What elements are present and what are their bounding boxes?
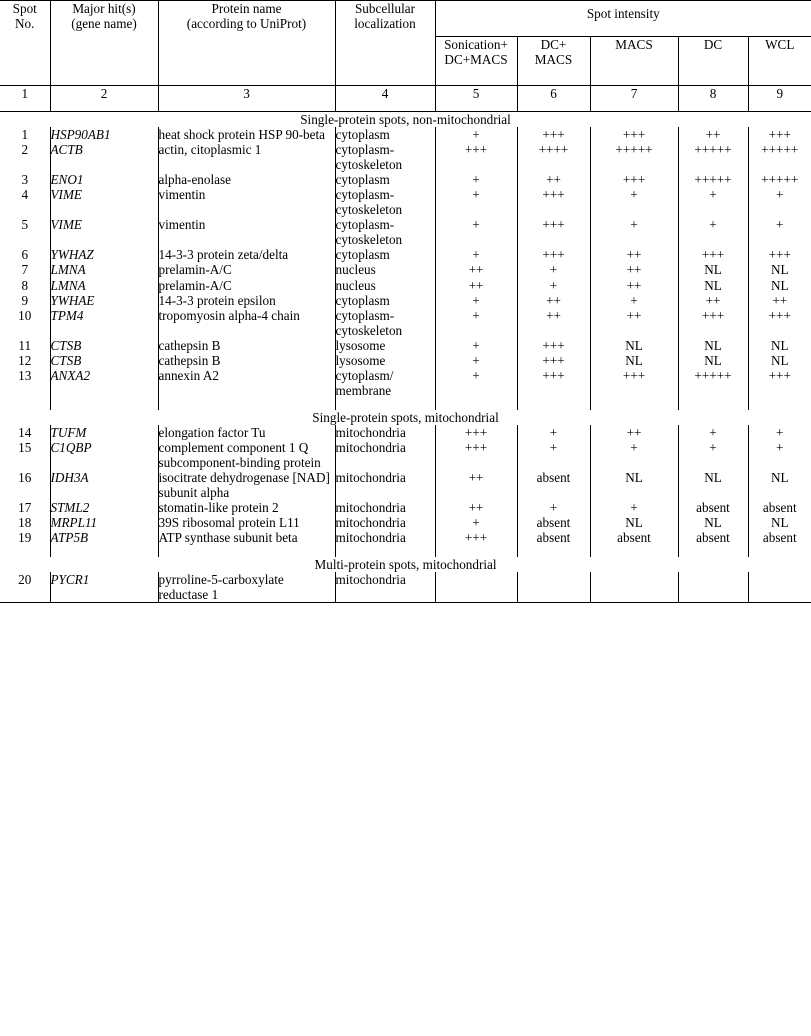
cell-spot-no: 10 bbox=[18, 307, 32, 323]
cell-intensity-sonication-dc-macs: + bbox=[435, 515, 517, 530]
cell-intensity-sonication-dc-macs: +++ bbox=[435, 425, 517, 440]
rule-stub bbox=[748, 545, 811, 557]
cell-subcellular-localization: cytoplasm/ membrane bbox=[335, 368, 435, 398]
cell-subcellular-localization: mitochondria bbox=[335, 470, 435, 500]
cell-spot-no: 15 bbox=[18, 439, 32, 455]
cell-intensity-sonication-dc-macs: + bbox=[435, 247, 517, 262]
cell-intensity-wcl: +++ bbox=[748, 127, 811, 142]
cell-intensity-wcl: +++++ bbox=[748, 142, 811, 172]
cell-subcellular-localization: mitochondria bbox=[335, 440, 435, 470]
table-row bbox=[0, 142, 811, 172]
cell-protein-name: actin, citoplasmic 1 bbox=[158, 142, 335, 172]
cell-intensity-dc-macs: +++ bbox=[517, 247, 590, 262]
cell-intensity-dc: NL bbox=[678, 515, 748, 530]
cell-spot-no: 6 bbox=[21, 247, 29, 263]
header-int-wcl: WCL bbox=[748, 37, 811, 86]
cell-intensity-dc-macs: +++ bbox=[517, 217, 590, 247]
header-spot-no bbox=[0, 1, 50, 86]
cell-spot-no: 20 bbox=[0, 572, 50, 603]
cell-subcellular-localization: mitochondria bbox=[335, 425, 435, 440]
table-row bbox=[0, 278, 811, 293]
cell-intensity-dc-macs: +++ bbox=[517, 338, 590, 353]
cell-intensity-dc: ++ bbox=[678, 293, 748, 308]
cell-intensity-macs: + bbox=[590, 500, 678, 515]
rule-stub bbox=[435, 545, 517, 557]
header-protein-name-line1: Protein name bbox=[211, 1, 282, 16]
cell-intensity-sonication-dc-macs: + bbox=[435, 187, 517, 217]
cell-intensity-wcl: + bbox=[748, 425, 811, 440]
cell-gene-name: ATP5B bbox=[50, 530, 158, 545]
cell-intensity-macs: + bbox=[590, 293, 678, 308]
section-title: Single-protein spots, mitochondrial bbox=[312, 409, 499, 425]
cell-subcellular-localization: cytoplasm bbox=[335, 293, 435, 308]
cell-protein-name: elongation factor Tu bbox=[158, 425, 335, 440]
cell-intensity-wcl: + bbox=[748, 187, 811, 217]
header-major-hits-line1: Major hit(s) bbox=[72, 1, 136, 16]
cell-intensity-macs: +++ bbox=[590, 127, 678, 142]
table-row bbox=[0, 172, 811, 187]
cell-intensity-dc-macs bbox=[517, 572, 590, 603]
table-body bbox=[0, 112, 811, 603]
cell-subcellular-localization: mitochondria bbox=[335, 515, 435, 530]
table-header bbox=[0, 1, 811, 112]
table-row bbox=[0, 470, 811, 500]
table-row bbox=[0, 293, 811, 308]
header-int2-line1: DC+ bbox=[540, 37, 567, 52]
cell-intensity-sonication-dc-macs bbox=[435, 572, 517, 603]
cell-intensity-dc-macs: absent bbox=[517, 530, 590, 545]
cell-intensity-wcl: NL bbox=[748, 262, 811, 277]
header-int-sonication-dc-macs bbox=[435, 37, 517, 86]
cell-intensity-sonication-dc-macs: +++ bbox=[435, 142, 517, 172]
cell-intensity-dc: +++++ bbox=[678, 142, 748, 172]
section-title: Single-protein spots, non-mitochondrial bbox=[300, 112, 511, 127]
cell-subcellular-localization: lysosome bbox=[335, 353, 435, 368]
cell-intensity-dc: ++ bbox=[678, 127, 748, 142]
rule-stub bbox=[335, 545, 435, 557]
cell-intensity-sonication-dc-macs: +++ bbox=[435, 440, 517, 470]
header-spot-intensity-group: Spot intensity bbox=[435, 1, 811, 37]
rule-stub bbox=[590, 545, 678, 557]
cell-intensity-dc: + bbox=[678, 440, 748, 470]
cell-subcellular-localization: cytoplasm-cytoskeleton bbox=[335, 308, 435, 338]
cell-intensity-sonication-dc-macs: + bbox=[435, 293, 517, 308]
header-int1-line1: Sonication+ bbox=[444, 37, 508, 52]
colnum-1: 1 bbox=[0, 86, 50, 112]
header-major-hits-line2: (gene name) bbox=[71, 16, 137, 32]
rule-stub bbox=[517, 545, 590, 557]
cell-spot-no: 7 bbox=[21, 262, 29, 278]
header-protein-name bbox=[158, 1, 335, 86]
rule-stub bbox=[0, 398, 50, 410]
table-row bbox=[0, 425, 811, 440]
cell-intensity-sonication-dc-macs: +++ bbox=[435, 530, 517, 545]
cell-gene-name: TPM4 bbox=[50, 308, 158, 338]
cell-intensity-dc-macs: + bbox=[517, 500, 590, 515]
cell-intensity-wcl: +++ bbox=[748, 368, 811, 398]
cell-protein-name: isocitrate dehydrogenase [NAD] subunit alpha bbox=[158, 470, 335, 500]
colnum-3: 3 bbox=[158, 86, 335, 112]
cell-intensity-macs: + bbox=[590, 440, 678, 470]
cell-intensity-wcl: +++++ bbox=[748, 172, 811, 187]
cell-intensity-wcl: ++ bbox=[748, 293, 811, 308]
colnum-6: 6 bbox=[517, 86, 590, 112]
section-header-row bbox=[0, 410, 811, 425]
cell-gene-name: ACTB bbox=[50, 142, 158, 172]
cell-protein-name: heat shock protein HSP 90-beta bbox=[158, 127, 335, 142]
cell-protein-name: 14-3-3 protein zeta/delta bbox=[158, 247, 335, 262]
cell-intensity-dc-macs: + bbox=[517, 278, 590, 293]
rule-stub bbox=[50, 398, 158, 410]
table-row bbox=[0, 515, 811, 530]
cell-intensity-dc: NL bbox=[678, 470, 748, 500]
cell-protein-name: ATP synthase subunit beta bbox=[158, 530, 335, 545]
cell-intensity-macs: NL bbox=[590, 338, 678, 353]
cell-spot-no: 4 bbox=[21, 187, 29, 203]
cell-spot-no: 11 bbox=[18, 337, 32, 353]
cell-subcellular-localization: cytoplasm bbox=[335, 127, 435, 142]
cell-intensity-macs: ++ bbox=[590, 262, 678, 277]
cell-intensity-dc-macs: + bbox=[517, 425, 590, 440]
table-row bbox=[0, 262, 811, 277]
cell-spot-no: 9 bbox=[21, 292, 29, 308]
table-row bbox=[0, 127, 811, 142]
cell-intensity-macs bbox=[590, 572, 678, 603]
rule-stub bbox=[678, 545, 748, 557]
header-spot-no-line2: No. bbox=[15, 16, 35, 32]
rule-stub bbox=[435, 398, 517, 410]
table-row bbox=[0, 368, 811, 398]
cell-intensity-wcl bbox=[748, 572, 811, 603]
cell-intensity-dc: + bbox=[678, 425, 748, 440]
cell-spot-no: 2 bbox=[21, 142, 29, 158]
header-major-hits bbox=[50, 1, 158, 86]
header-subcellular-line1: Subcellular bbox=[354, 1, 416, 16]
cell-subcellular-localization: mitochondria bbox=[335, 530, 435, 545]
cell-intensity-macs: + bbox=[590, 187, 678, 217]
section-title: Multi-protein spots, mitochondrial bbox=[314, 557, 497, 573]
cell-gene-name: LMNA bbox=[50, 262, 158, 277]
colnum-5: 5 bbox=[435, 86, 517, 112]
cell-spot-no: 13 bbox=[18, 367, 32, 383]
cell-intensity-wcl: NL bbox=[748, 278, 811, 293]
cell-intensity-dc: absent bbox=[678, 500, 748, 515]
cell-subcellular-localization: lysosome bbox=[335, 338, 435, 353]
rule-stub bbox=[517, 398, 590, 410]
cell-intensity-dc-macs: ++ bbox=[517, 172, 590, 187]
rule-stub bbox=[678, 398, 748, 410]
cell-subcellular-localization: mitochondria bbox=[335, 572, 435, 603]
table-row bbox=[0, 353, 811, 368]
cell-gene-name: IDH3A bbox=[50, 470, 158, 500]
cell-intensity-wcl: absent bbox=[748, 500, 811, 515]
cell-intensity-macs: NL bbox=[590, 353, 678, 368]
cell-spot-no: 14 bbox=[18, 424, 32, 440]
cell-intensity-wcl: +++ bbox=[748, 247, 811, 262]
cell-intensity-dc: + bbox=[678, 217, 748, 247]
section-rule-terminator bbox=[0, 545, 811, 557]
cell-gene-name: C1QBP bbox=[50, 440, 158, 470]
cell-intensity-macs: NL bbox=[590, 515, 678, 530]
header-int-dc-macs bbox=[517, 37, 590, 86]
cell-spot-no: 12 bbox=[18, 352, 32, 368]
cell-intensity-dc: NL bbox=[678, 278, 748, 293]
cell-intensity-dc-macs: +++ bbox=[517, 187, 590, 217]
cell-gene-name: STML2 bbox=[50, 500, 158, 515]
cell-intensity-wcl: + bbox=[748, 217, 811, 247]
cell-protein-name: annexin A2 bbox=[158, 368, 335, 398]
cell-spot-no: 16 bbox=[18, 470, 32, 486]
cell-intensity-macs: +++ bbox=[590, 172, 678, 187]
header-int-dc: DC bbox=[678, 37, 748, 86]
cell-intensity-macs: ++ bbox=[590, 247, 678, 262]
table-row bbox=[0, 217, 811, 247]
cell-intensity-sonication-dc-macs: + bbox=[435, 368, 517, 398]
cell-intensity-dc-macs: +++ bbox=[517, 368, 590, 398]
table-row bbox=[0, 187, 811, 217]
table-row bbox=[0, 500, 811, 515]
table-row bbox=[0, 338, 811, 353]
cell-intensity-dc-macs: ++ bbox=[517, 293, 590, 308]
cell-subcellular-localization: nucleus bbox=[335, 262, 435, 277]
cell-protein-name: prelamin-A/C bbox=[158, 262, 335, 277]
header-spot-no-line1: Spot bbox=[12, 1, 37, 16]
cell-intensity-dc: +++++ bbox=[678, 368, 748, 398]
cell-subcellular-localization: mitochondria bbox=[335, 500, 435, 515]
cell-intensity-wcl: + bbox=[748, 440, 811, 470]
cell-intensity-dc: NL bbox=[678, 353, 748, 368]
colnum-2: 2 bbox=[50, 86, 158, 112]
cell-intensity-wcl: absent bbox=[748, 530, 811, 545]
rule-stub bbox=[0, 545, 50, 557]
rule-stub bbox=[158, 545, 335, 557]
cell-intensity-sonication-dc-macs: + bbox=[435, 217, 517, 247]
cell-intensity-sonication-dc-macs: ++ bbox=[435, 278, 517, 293]
cell-spot-no: 8 bbox=[21, 277, 29, 293]
cell-intensity-dc-macs: ++++ bbox=[517, 142, 590, 172]
cell-protein-name: cathepsin B bbox=[158, 353, 335, 368]
cell-intensity-wcl: NL bbox=[748, 353, 811, 368]
cell-gene-name: TUFM bbox=[50, 425, 158, 440]
cell-intensity-dc: + bbox=[678, 187, 748, 217]
cell-intensity-macs: absent bbox=[590, 530, 678, 545]
cell-intensity-dc-macs: + bbox=[517, 440, 590, 470]
colnum-4: 4 bbox=[335, 86, 435, 112]
cell-intensity-macs: ++ bbox=[590, 278, 678, 293]
cell-intensity-sonication-dc-macs: + bbox=[435, 308, 517, 338]
cell-intensity-macs: + bbox=[590, 217, 678, 247]
cell-intensity-dc: absent bbox=[678, 530, 748, 545]
cell-intensity-sonication-dc-macs: ++ bbox=[435, 500, 517, 515]
cell-subcellular-localization: cytoplasm-cytoskeleton bbox=[335, 142, 435, 172]
rule-stub bbox=[50, 545, 158, 557]
table-row bbox=[0, 440, 811, 470]
cell-subcellular-localization: cytoplasm-cytoskeleton bbox=[335, 217, 435, 247]
cell-subcellular-localization: nucleus bbox=[335, 278, 435, 293]
column-number-row bbox=[0, 86, 811, 112]
cell-intensity-sonication-dc-macs: + bbox=[435, 338, 517, 353]
cell-intensity-dc: +++++ bbox=[678, 172, 748, 187]
cell-intensity-dc: NL bbox=[678, 338, 748, 353]
cell-intensity-dc-macs: + bbox=[517, 262, 590, 277]
cell-intensity-wcl: NL bbox=[748, 338, 811, 353]
cell-intensity-dc: NL bbox=[678, 262, 748, 277]
header-row-titles bbox=[0, 1, 811, 37]
cell-gene-name: VIME bbox=[50, 217, 158, 247]
cell-gene-name: YWHAE bbox=[50, 293, 158, 308]
cell-intensity-dc: +++ bbox=[678, 308, 748, 338]
table-row bbox=[0, 530, 811, 545]
cell-protein-name: 39S ribosomal protein L11 bbox=[158, 515, 335, 530]
cell-intensity-macs: +++ bbox=[590, 368, 678, 398]
cell-intensity-sonication-dc-macs: ++ bbox=[435, 262, 517, 277]
section-rule-terminator bbox=[0, 398, 811, 410]
header-int-macs: MACS bbox=[590, 37, 678, 86]
cell-gene-name: HSP90AB1 bbox=[50, 127, 158, 142]
table-row bbox=[0, 308, 811, 338]
cell-protein-name: vimentin bbox=[158, 217, 335, 247]
colnum-9: 9 bbox=[748, 86, 811, 112]
cell-subcellular-localization: cytoplasm bbox=[335, 172, 435, 187]
cell-spot-no: 3 bbox=[21, 172, 29, 188]
cell-spot-no: 18 bbox=[18, 515, 32, 531]
cell-intensity-macs: ++ bbox=[590, 425, 678, 440]
rule-stub bbox=[335, 398, 435, 410]
cell-intensity-dc-macs: +++ bbox=[517, 127, 590, 142]
cell-gene-name: ENO1 bbox=[50, 172, 158, 187]
cell-protein-name: prelamin-A/C bbox=[158, 278, 335, 293]
cell-gene-name: CTSB bbox=[50, 353, 158, 368]
cell-gene-name: PYCR1 bbox=[50, 572, 158, 603]
cell-spot-no: 19 bbox=[18, 530, 32, 546]
cell-protein-name: stomatin-like protein 2 bbox=[158, 500, 335, 515]
cell-gene-name: ANXA2 bbox=[50, 368, 158, 398]
cell-intensity-wcl: +++ bbox=[748, 308, 811, 338]
cell-protein-name: tropomyosin alpha-4 chain bbox=[158, 308, 335, 338]
cell-subcellular-localization: cytoplasm bbox=[335, 247, 435, 262]
cell-spot-no: 17 bbox=[18, 500, 32, 516]
cell-protein-name: alpha-enolase bbox=[158, 172, 335, 187]
header-protein-name-line2: (according to UniProt) bbox=[186, 16, 307, 32]
cell-intensity-macs: ++ bbox=[590, 308, 678, 338]
header-int2-line2: MACS bbox=[534, 52, 573, 68]
cell-intensity-dc-macs: absent bbox=[517, 515, 590, 530]
cell-intensity-macs: NL bbox=[590, 470, 678, 500]
rule-stub bbox=[590, 398, 678, 410]
cell-gene-name: CTSB bbox=[50, 338, 158, 353]
table-row bbox=[0, 572, 811, 603]
cell-protein-name: cathepsin B bbox=[158, 338, 335, 353]
cell-protein-name: 14-3-3 protein epsilon bbox=[158, 293, 335, 308]
cell-gene-name: LMNA bbox=[50, 278, 158, 293]
section-header-row bbox=[0, 112, 811, 128]
rule-stub bbox=[158, 398, 335, 410]
cell-intensity-sonication-dc-macs: + bbox=[435, 127, 517, 142]
section-header-row bbox=[0, 557, 811, 572]
header-subcellular-line2: localization bbox=[354, 16, 416, 32]
cell-protein-name: pyrroline-5-carboxylate reductase 1 bbox=[158, 572, 335, 603]
cell-gene-name: MRPL11 bbox=[50, 515, 158, 530]
cell-protein-name: complement component 1 Q subcomponent-binding protein bbox=[158, 440, 335, 470]
cell-intensity-wcl: NL bbox=[748, 470, 811, 500]
cell-intensity-sonication-dc-macs: + bbox=[435, 172, 517, 187]
cell-intensity-dc-macs: ++ bbox=[517, 308, 590, 338]
header-subcellular-localization bbox=[335, 1, 435, 86]
cell-protein-name: vimentin bbox=[158, 187, 335, 217]
cell-intensity-dc bbox=[678, 572, 748, 603]
header-int1-line2: DC+MACS bbox=[444, 52, 508, 68]
cell-intensity-macs: +++++ bbox=[590, 142, 678, 172]
cell-spot-no: 1 bbox=[21, 127, 29, 143]
cell-gene-name: YWHAZ bbox=[50, 247, 158, 262]
colnum-7: 7 bbox=[590, 86, 678, 112]
cell-intensity-wcl: NL bbox=[748, 515, 811, 530]
cell-gene-name: VIME bbox=[50, 187, 158, 217]
colnum-8: 8 bbox=[678, 86, 748, 112]
table-row bbox=[0, 247, 811, 262]
cell-subcellular-localization: cytoplasm-cytoskeleton bbox=[335, 187, 435, 217]
cell-intensity-sonication-dc-macs: ++ bbox=[435, 470, 517, 500]
cell-intensity-dc: +++ bbox=[678, 247, 748, 262]
cell-intensity-sonication-dc-macs: + bbox=[435, 353, 517, 368]
cell-intensity-dc-macs: absent bbox=[517, 470, 590, 500]
cell-spot-no: 5 bbox=[21, 217, 29, 233]
rule-stub bbox=[748, 398, 811, 410]
cell-intensity-dc-macs: +++ bbox=[517, 353, 590, 368]
